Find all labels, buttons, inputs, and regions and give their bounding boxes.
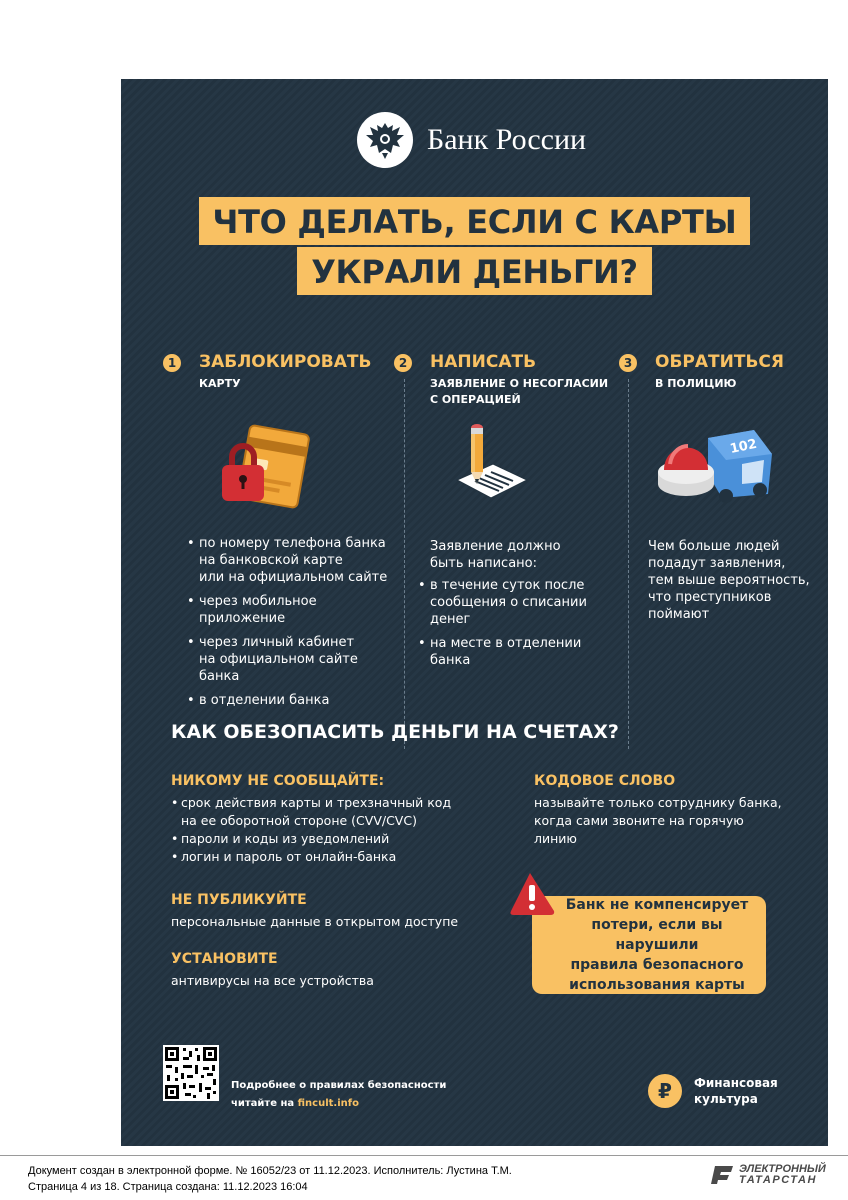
fincult-line: культура: [694, 1092, 758, 1106]
step-subtitle-line: С ОПЕРАЦИЕЙ: [430, 393, 521, 406]
electronic-tatarstan-text: [739, 1164, 826, 1186]
step-title: ЗАБЛОКИРОВАТЬ: [199, 352, 372, 372]
warning-exclamation-icon: [508, 869, 556, 921]
list-item: [187, 593, 402, 627]
list-item-line: • через личный кабинет: [199, 635, 355, 650]
ruble-icon: ₽: [648, 1074, 682, 1108]
text-line: что преступников: [648, 590, 772, 605]
list-item: [171, 848, 471, 866]
fincult-name: [694, 1075, 778, 1107]
block-heading: НИКОМУ НЕ СООБЩАЙТЕ:: [171, 773, 385, 789]
list-item-line: банка: [430, 653, 471, 668]
text-line: называйте только сотруднику банка,: [534, 795, 782, 810]
fincult-logo: [648, 1074, 778, 1108]
list-item-line: на официальном сайте банка: [199, 652, 358, 684]
pencil-document-icon: [451, 424, 531, 510]
step-subtitle-line: В ПОЛИЦИЮ: [655, 377, 737, 390]
step-number-badge: 3: [619, 354, 637, 372]
warning-box: [532, 896, 766, 994]
list-item: [187, 535, 402, 586]
list-item-line: на банковской карте: [199, 553, 343, 568]
step-number-badge: 2: [394, 354, 412, 372]
install-block: [171, 950, 471, 990]
list-item: [187, 692, 402, 709]
warning-text: [557, 895, 757, 995]
bank-name: Банк России: [427, 123, 587, 156]
warning-line: правила безопасного: [570, 957, 744, 973]
block-text: [534, 794, 794, 848]
block-heading: УСТАНОВИТЕ: [171, 951, 278, 967]
column-divider: [404, 379, 405, 749]
footer-line: Страница 4 из 18. Страница создана: 11.12.2023 16:04: [28, 1181, 308, 1193]
text-line: поймают: [648, 607, 710, 622]
document-footer: [28, 1163, 512, 1195]
list-item-line: • через мобильное приложение: [199, 594, 317, 626]
step-title: ОБРАТИТЬСЯ: [655, 352, 784, 372]
list-item-line: • в отделении банка: [199, 693, 330, 708]
more-info-line: [231, 1095, 446, 1113]
step-2-intro: [430, 538, 620, 572]
title-line-1: ЧТО ДЕЛАТЬ, ЕСЛИ С КАРТЫ: [199, 197, 751, 245]
block-text: персональные данные в открытом доступе: [171, 914, 459, 929]
text-line: Чем больше людей: [648, 539, 780, 554]
step-2-bullet-list: [418, 577, 618, 676]
title-line-2: УКРАЛИ ДЕНЬГИ?: [297, 247, 652, 295]
step-subtitle-line: КАРТУ: [199, 377, 241, 390]
warning-line: Банк не компенсирует: [565, 897, 749, 913]
list-item-line: • на месте в отделении: [430, 636, 582, 651]
step-subtitle: [655, 376, 736, 392]
infographic-poster: [121, 79, 828, 1146]
intro-line: быть написано:: [430, 556, 538, 571]
text-line: линию: [534, 831, 577, 846]
page-title: [121, 197, 828, 295]
electronic-tatarstan-emblem-icon: [709, 1164, 735, 1186]
electronic-tatarstan-logo: [709, 1164, 826, 1186]
text-line: когда сами звоните на горячую: [534, 813, 744, 828]
list-item: [187, 634, 402, 685]
footer-line: Документ создан в электронной форме. № 16052/23 от 11.12.2023. Исполнитель: Лустина Т.М.: [28, 1165, 512, 1177]
list-item-line: или на официальном сайте: [199, 570, 388, 585]
van-number-label: 102: [728, 436, 759, 458]
do-not-tell-block: [171, 772, 471, 866]
bank-logo: [357, 112, 586, 168]
intro-line: Заявление должно: [430, 539, 561, 554]
list-item-line: • пароли и коды из уведомлений: [181, 831, 390, 846]
logo-line: ТАТАРСТАН: [739, 1174, 817, 1186]
fincult-link[interactable]: fincult.info: [297, 1098, 359, 1109]
list-item-line: сообщения о списании: [430, 595, 587, 610]
block-text: антивирусы на все устройства: [171, 973, 374, 988]
section-title: КАК ОБЕЗОПАСИТЬ ДЕНЬГИ НА СЧЕТАХ?: [171, 721, 619, 743]
text-line: подадут заявления,: [648, 556, 786, 571]
more-info-line: Подробнее о правилах безопасности: [231, 1080, 447, 1091]
step-title: НАПИСАТЬ: [430, 352, 537, 372]
logo-line: ЭЛЕКТРОННЫЙ: [739, 1163, 826, 1175]
list-item-line: денег: [430, 612, 471, 627]
list-item-line: • логин и пароль от онлайн-банка: [181, 849, 397, 864]
step-subtitle: [199, 376, 241, 392]
fincult-line: Финансовая: [694, 1076, 778, 1090]
do-not-publish-block: [171, 891, 471, 931]
warning-line: потери, если вы нарушили: [591, 917, 723, 953]
list-item: [418, 635, 618, 669]
list-item: [418, 577, 618, 628]
step-number-badge: 1: [163, 354, 181, 372]
step-1-bullet-list: [187, 535, 402, 716]
warning-line: использования карты: [569, 977, 745, 993]
qr-code-icon: [163, 1045, 219, 1101]
list-item-line: на ее оборотной стороне (CVV/CVC): [181, 813, 417, 828]
list-item: [171, 794, 471, 830]
double-headed-eagle-icon: [357, 112, 413, 168]
more-info-prefix: читайте на: [231, 1098, 298, 1109]
text-line: тем выше вероятность,: [648, 573, 810, 588]
step-subtitle: [430, 376, 608, 408]
police-siren-van-icon: [656, 424, 776, 508]
list-item-line: • срок действия карты и трехзначный код: [181, 795, 452, 810]
column-divider: [628, 379, 629, 749]
step-subtitle-line: ЗАЯВЛЕНИЕ О НЕСОГЛАСИИ: [430, 377, 609, 390]
block-heading: НЕ ПУБЛИКУЙТЕ: [171, 892, 307, 908]
block-heading: КОДОВОЕ СЛОВО: [534, 773, 676, 789]
codeword-block: [534, 772, 794, 848]
list-item: [171, 830, 471, 848]
step-3-text: [648, 538, 823, 623]
more-info-text: [231, 1077, 446, 1113]
footer-divider: [0, 1155, 848, 1156]
list-item-line: • в течение суток после: [430, 578, 585, 593]
list-item-line: • по номеру телефона банка: [199, 536, 386, 551]
do-not-tell-list: [171, 794, 471, 866]
locked-card-icon: [216, 419, 312, 515]
